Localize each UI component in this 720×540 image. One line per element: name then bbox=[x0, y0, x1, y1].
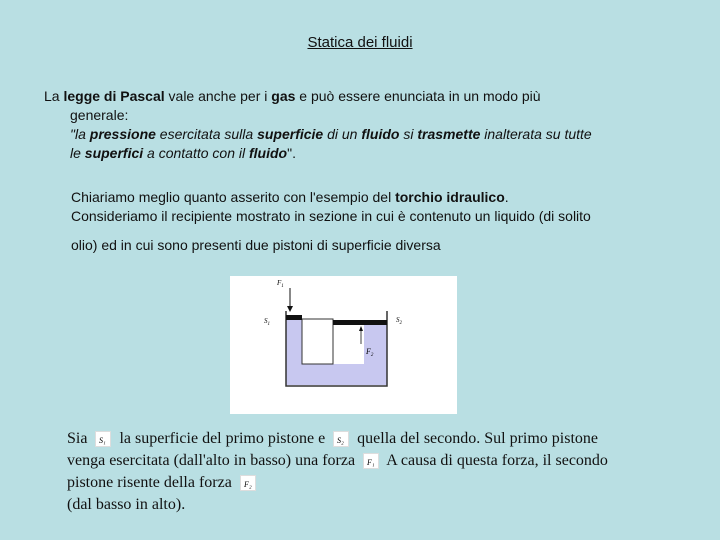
svg-text:S₁: S₁ bbox=[99, 436, 107, 446]
bold-term: superfici bbox=[84, 145, 144, 161]
svg-text:S₂: S₂ bbox=[337, 436, 344, 446]
pascal-quote-cont bbox=[44, 144, 684, 163]
text: quella del secondo. Sul primo pistone bbox=[353, 430, 599, 447]
pascal-quote bbox=[44, 125, 684, 144]
s2-symbol-icon bbox=[333, 431, 349, 447]
s1-symbol-icon bbox=[95, 431, 111, 447]
text: Chiariamo meglio quanto asserito con l'esempio del bbox=[71, 189, 396, 205]
text: generale: bbox=[70, 107, 129, 123]
text: e può essere enunciata in un modo più bbox=[295, 88, 541, 104]
hydraulic-press-figure bbox=[230, 276, 457, 414]
divider bbox=[302, 319, 333, 364]
liquid-bottom bbox=[286, 364, 387, 385]
text: pistone risente della forza bbox=[67, 474, 236, 491]
explanation-text bbox=[67, 428, 707, 516]
bold-term: gas bbox=[271, 88, 296, 104]
text: Sia bbox=[67, 430, 92, 447]
text: (dal basso in alto). bbox=[67, 496, 186, 513]
piston-1 bbox=[286, 315, 302, 320]
example-paragraph-end: olio) ed in cui sono presenti due pistoni di superficie diversa bbox=[71, 237, 441, 253]
text: ". bbox=[287, 145, 296, 161]
bold-term: legge di Pascal bbox=[63, 88, 165, 104]
example-paragraph bbox=[71, 188, 691, 226]
text: di un bbox=[323, 126, 362, 142]
svg-text:F₂: F₂ bbox=[243, 480, 252, 490]
bold-term: pressione bbox=[89, 126, 156, 142]
f2-arrowhead bbox=[359, 326, 363, 331]
hydraulic-press-diagram bbox=[230, 276, 457, 414]
svg-text:F₁: F₁ bbox=[367, 458, 375, 468]
text: venga esercitata (dall'alto in basso) una forza bbox=[67, 452, 360, 469]
bold-term: trasmette bbox=[417, 126, 481, 142]
bold-term: torchio idraulico bbox=[395, 189, 505, 205]
text: . bbox=[504, 189, 509, 205]
page-title: Statica dei fluidi bbox=[307, 34, 413, 51]
text: A causa di questa forza, il secondo bbox=[383, 452, 608, 469]
label-f2: $F_2$ bbox=[366, 347, 374, 358]
text: la superficie del primo pistone e bbox=[115, 430, 330, 447]
text: Consideriamo il recipiente mostrato in sezione in cui è contenuto un liquido (di solito bbox=[71, 208, 591, 224]
bold-term: fluido bbox=[249, 145, 288, 161]
f1-arrowhead bbox=[287, 306, 293, 312]
text: inalterata su tutte bbox=[480, 126, 592, 142]
bold-term: fluido bbox=[361, 126, 400, 142]
text: "la bbox=[70, 126, 90, 142]
f1-symbol-icon bbox=[363, 453, 379, 469]
label-s1: $S_1$ bbox=[264, 317, 270, 327]
text: si bbox=[399, 126, 418, 142]
f2-symbol-icon bbox=[240, 475, 256, 491]
text: a contatto con il bbox=[143, 145, 249, 161]
bold-term: superficie bbox=[257, 126, 324, 142]
piston-2 bbox=[333, 320, 387, 325]
text: La bbox=[44, 88, 64, 104]
label-s2: $S_2$ bbox=[396, 316, 402, 326]
label-f1: $F_1$ bbox=[277, 279, 284, 289]
pascal-paragraph bbox=[44, 87, 684, 163]
text: le bbox=[70, 145, 85, 161]
text: vale anche per i bbox=[164, 88, 272, 104]
text: esercitata sulla bbox=[155, 126, 258, 142]
